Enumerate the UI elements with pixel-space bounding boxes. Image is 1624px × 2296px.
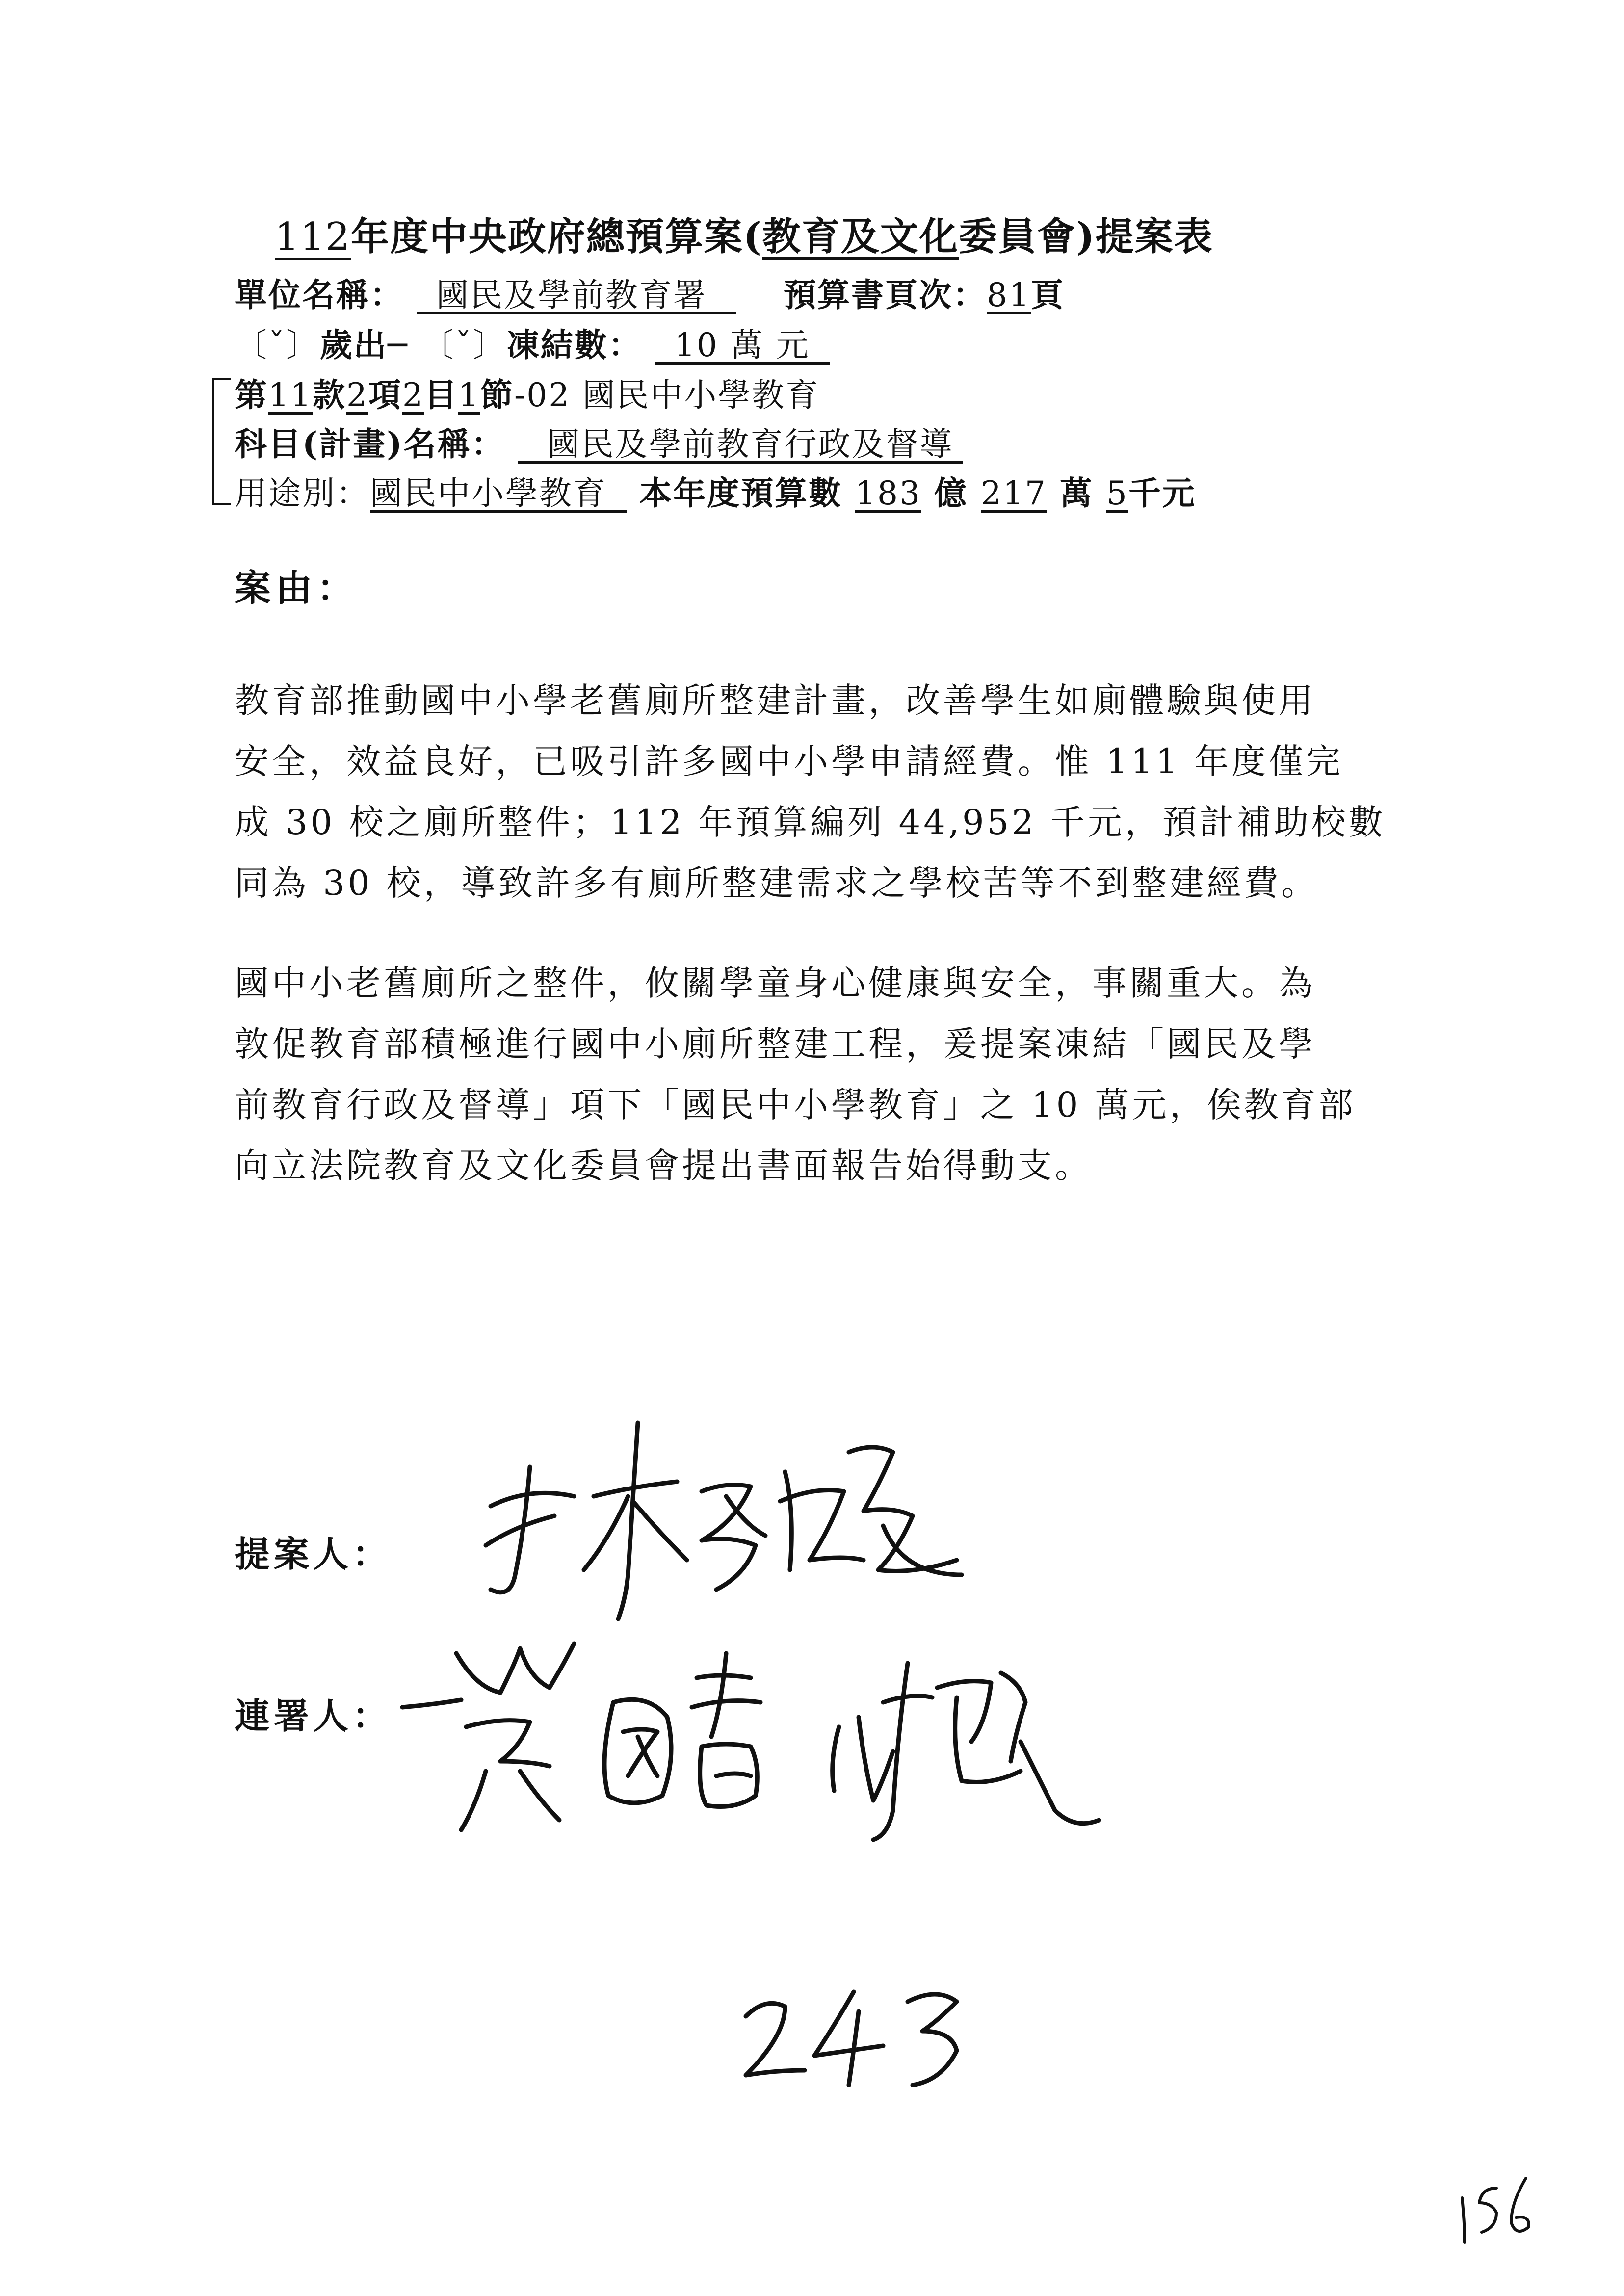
page-label: 預算書頁次： — [783, 276, 987, 314]
cosigner-signatures — [402, 1634, 1163, 1845]
budget-wan-unit: 萬 — [1059, 474, 1094, 512]
unit-line — [235, 269, 1065, 315]
paragraph-line: 安全，效益良好，已吸引許多國中小學申請經費。惟 111 年度僅完 — [235, 741, 1344, 782]
expenditure-label: 歲出─ — [320, 326, 409, 364]
title-text-1: 年度中央政府總預算案( — [350, 214, 762, 259]
paragraph-line: 前教育行政及督導」項下「國民中小學教育」之 10 萬元，俟教育部 — [235, 1085, 1356, 1125]
budget-yi-unit: 億 — [934, 474, 968, 512]
budget-qian-unit: 千元 — [1128, 474, 1196, 512]
paragraph-line: 國中小老舊廁所之整件，攸關學童身心健康與安全，事關重大。為 — [235, 963, 1316, 1003]
title-text-2: 委員會)提案表 — [958, 214, 1213, 259]
subject-label: 科目(計畫)名稱： — [235, 425, 505, 463]
title-year: 112 — [275, 215, 351, 259]
classification-line — [235, 369, 819, 416]
title-committee: 教育及文化 — [762, 214, 959, 259]
classification-bracket — [212, 378, 231, 505]
proposer-label: 提案人： — [235, 1533, 392, 1575]
paragraph-line: 同為 30 校，導致許多有廁所整建需求之學校苦等不到整建經費。 — [235, 863, 1319, 903]
checkbox-freeze: 〔ˇ〕 — [421, 326, 507, 364]
cosigner-label: 連署人： — [235, 1695, 392, 1737]
class-rest: -02 國民中小學教育 — [514, 376, 820, 414]
class-kuan-unit: 款 — [312, 376, 346, 414]
freeze-label: 凍結數： — [506, 326, 642, 364]
page-value: 81 — [986, 276, 1031, 314]
unit-label: 單位名稱： — [235, 276, 404, 314]
form-title — [275, 206, 1213, 261]
class-jie: 1 — [458, 376, 480, 414]
class-mu: 2 — [402, 376, 424, 414]
class-prefix: 第 — [235, 376, 268, 414]
budget-wan-value: 217 — [980, 474, 1047, 512]
freeze-amount: 10 萬 元 — [655, 328, 830, 365]
paragraph-line: 向立法院教育及文化委員會提出書面報告始得動支。 — [235, 1146, 1092, 1186]
class-kuan: 11 — [268, 376, 313, 414]
usage-label: 用途別： — [235, 474, 370, 512]
paragraph-line: 教育部推動國中小學老舊廁所整建計畫，改善學生如廁體驗與使用 — [235, 680, 1316, 721]
handwritten-number-243 — [726, 1972, 981, 2100]
unit-value: 國民及學前教育署 — [417, 278, 736, 314]
reason-paragraph-2 — [235, 953, 1530, 1196]
freeze-line — [235, 319, 830, 365]
usage-value: 國民中小學教育 — [370, 476, 627, 513]
reason-paragraph-1 — [235, 670, 1530, 913]
class-jie-unit: 節 — [480, 376, 514, 414]
page-suffix: 頁 — [1030, 276, 1065, 314]
class-xiang: 2 — [346, 376, 368, 414]
class-xiang-unit: 項 — [368, 376, 402, 414]
subject-line — [235, 418, 963, 465]
class-mu-unit: 目 — [424, 376, 458, 414]
reason-heading: 案由： — [235, 567, 358, 609]
budget-qian-value: 5 — [1106, 474, 1128, 512]
paragraph-line: 敦促教育部積極進行國中小廁所整建工程，爰提案凍結「國民及學 — [235, 1024, 1316, 1064]
checkbox-expenditure: 〔ˇ〕 — [235, 326, 320, 364]
budget-label: 本年度預算數 — [639, 474, 842, 512]
budget-yi-value: 183 — [855, 474, 921, 512]
proposer-signature — [471, 1413, 986, 1629]
paragraph-line: 成 30 校之廁所整件；112 年預算編列 44,952 千元，預計補助校數 — [235, 802, 1386, 842]
handwritten-page-number-156 — [1452, 2173, 1541, 2252]
usage-line — [235, 467, 1196, 514]
subject-value: 國民及學前教育行政及督導 — [518, 427, 963, 464]
